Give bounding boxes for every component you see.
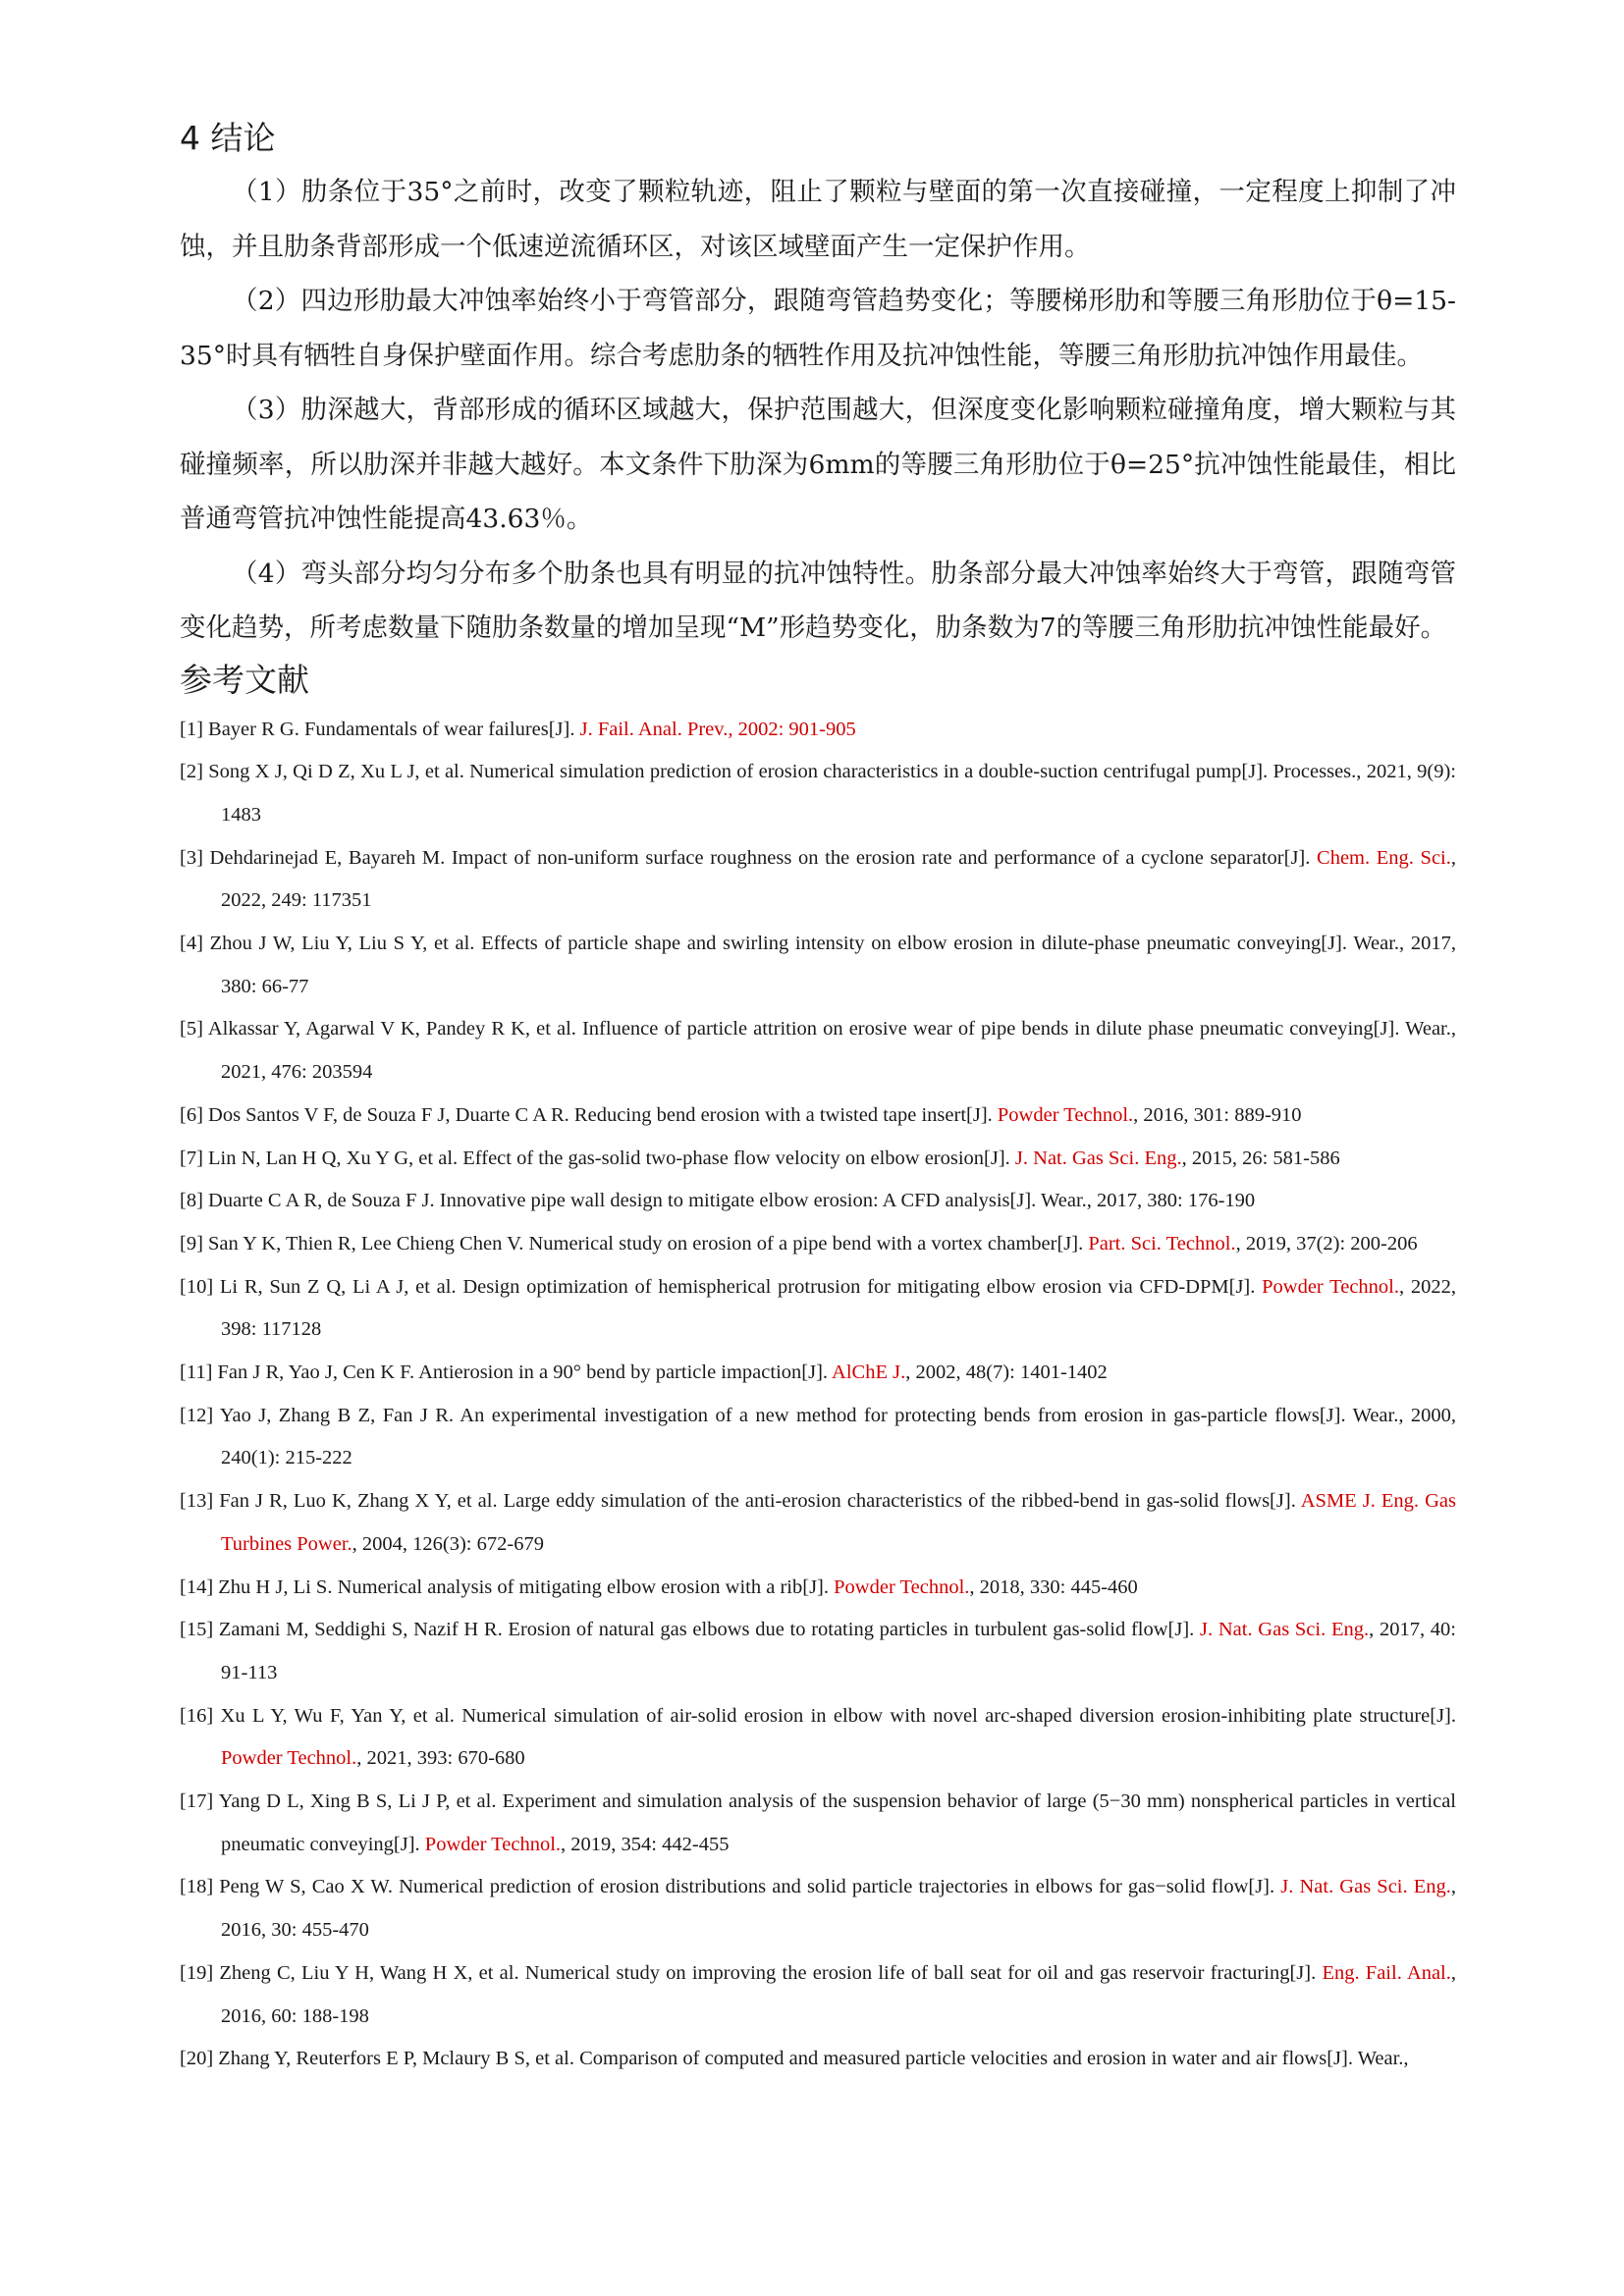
reference-item: [3] Dehdarinejad E, Bayareh M. Impact of non-uniform surface roughness on the erosion rate and performance of a cyclone separator[J]. Chem. Eng. Sci., 2022, 249: 117351	[180, 846, 1457, 912]
journal-name: Powder Technol.	[1262, 1275, 1399, 1298]
reference-item: [16] Xu L Y, Wu F, Yan Y, et al. Numerical simulation of air-solid erosion in elbow with novel arc-shaped diversion erosion-inhibiting plate structure[J]. Powder Technol., 2021, 393: 670-680	[180, 1704, 1456, 1770]
journal-name: ASME J. Eng. Gas Turbines Power.	[221, 1490, 1456, 1555]
conclusion-paragraph-3: （3）肋深越大，背部形成的循环区域越大，保护范围越大，但深度变化影响颗粒碰撞角度，增大颗粒与其碰撞频率，所以肋深并非越大越好。本文条件下肋深为6mm的等腰三角形肋位于θ=25°抗冲蚀性能最佳，相比普通弯管抗冲蚀性能提高43.63％。	[180, 395, 1456, 534]
reference-item: [20] Zhang Y, Reuterfors E P, Mclaury B S, et al. Comparison of computed and measured particle velocities and erosion in water and air flows[J]. Wear.,	[180, 2048, 1409, 2070]
journal-name: Powder Technol.	[221, 1747, 357, 1770]
reference-item: [18] Peng W S, Cao X W. Numerical prediction of erosion distributions and solid particle trajectories in elbows for gas−solid flow[J]. J. Nat. Gas Sci. Eng., 2016, 30: 455-470	[180, 1876, 1456, 1942]
journal-name: AlChE J.	[832, 1362, 906, 1384]
reference-list	[180, 709, 1456, 2082]
conclusion-heading: 4 结论	[180, 119, 276, 157]
journal-name: J. Nat. Gas Sci. Eng.	[1280, 1876, 1451, 1898]
conclusion-paragraph-4: （4）弯头部分均匀分布多个肋条也具有明显的抗冲蚀特性。肋条部分最大冲蚀率始终大于弯管，跟随弯管变化趋势，所考虑数量下随肋条数量的增加呈现“M”形趋势变化，肋条数为7的等腰三角形肋抗冲蚀性能最好。	[180, 558, 1456, 643]
journal-name: J. Fail. Anal. Prev., 2002: 901-905	[579, 718, 856, 740]
reference-item: [7] Lin N, Lan H Q, Xu Y G, et al. Effect of the gas-solid two-phase flow velocity on elbow erosion[J]. J. Nat. Gas Sci. Eng., 2015, 26: 581-586	[180, 1147, 1340, 1169]
journal-name: Chem. Eng. Sci.	[1317, 846, 1451, 869]
reference-item: [19] Zheng C, Liu Y H, Wang H X, et al. Numerical study on improving the erosion life of ball seat for oil and gas reservoir fracturing[J]. Eng. Fail. Anal., 2016, 60: 188-198	[180, 1961, 1457, 2027]
reference-item: [17] Yang D L, Xing B S, Li J P, et al. Experiment and simulation analysis of the suspension behavior of large (5−30 mm) nonspherical particles in vertical pneumatic conveying[J]. Powder Technol., 2019, 354: 442-455	[180, 1790, 1456, 1855]
reference-item: [14] Zhu H J, Li S. Numerical analysis of mitigating elbow erosion with a rib[J]. Powder Technol., 2018, 330: 445-460	[180, 1575, 1138, 1598]
journal-name: Powder Technol.	[424, 1833, 562, 1855]
reference-item: [8] Duarte C A R, de Souza F J. Innovative pipe wall design to mitigate elbow erosion: A CFD analysis[J]. Wear., 2017, 380: 176-190	[180, 1190, 1256, 1212]
journal-name: J. Nat. Gas Sci. Eng.	[1014, 1147, 1182, 1169]
journal-name: Powder Technol.	[834, 1575, 970, 1598]
paper-page	[180, 116, 1456, 2081]
journal-name: Part. Sci. Technol.	[1088, 1232, 1236, 1255]
reference-item: [13] Fan J R, Luo K, Zhang X Y, et al. Large eddy simulation of the anti-erosion characteristics of the ribbed-bend in gas-solid flows[J]. ASME J. Eng. Gas Turbines Power., 2004, 126(3): 672-679	[180, 1490, 1456, 1555]
references-heading: 参考文献	[180, 660, 309, 699]
journal-name: Eng. Fail. Anal.	[1322, 1961, 1451, 1984]
reference-item: [12] Yao J, Zhang B Z, Fan J R. An experimental investigation of a new method for protecting bends from erosion in gas-particle flows[J]. Wear., 2000, 240(1): 215-222	[180, 1404, 1456, 1469]
reference-item: [1] Bayer R G. Fundamentals of wear failures[J]. J. Fail. Anal. Prev., 2002: 901-905	[180, 718, 856, 740]
reference-item: [10] Li R, Sun Z Q, Li A J, et al. Design optimization of hemispherical protrusion for mitigating elbow erosion via CFD-DPM[J]. Powder Technol., 2022, 398: 117128	[180, 1275, 1456, 1341]
reference-item: [11] Fan J R, Yao J, Cen K F. Antierosion in a 90° bend by particle impaction[J]. AlChE J., 2002, 48(7): 1401-1402	[180, 1362, 1108, 1384]
reference-item: [6] Dos Santos V F, de Souza F J, Duarte C A R. Reducing bend erosion with a twisted tape insert[J]. Powder Technol., 2016, 301: 889-910	[180, 1103, 1302, 1126]
reference-item: [5] Alkassar Y, Agarwal V K, Pandey R K, et al. Influence of particle attrition on erosive wear of pipe bends in dilute phase pneumatic conveying[J]. Wear., 2021, 476: 203594	[180, 1018, 1456, 1084]
reference-item: [15] Zamani M, Seddighi S, Nazif H R. Erosion of natural gas elbows due to rotating particles in turbulent gas-solid flow[J]. J. Nat. Gas Sci. Eng., 2017, 40: 91-113	[180, 1619, 1456, 1683]
reference-item: [2] Song X J, Qi D Z, Xu L J, et al. Numerical simulation prediction of erosion characteristics in a double-suction centrifugal pump[J]. Processes., 2021, 9(9): 1483	[180, 761, 1456, 826]
conclusion-paragraph-1: （1）肋条位于35°之前时，改变了颗粒轨迹，阻止了颗粒与壁面的第一次直接碰撞，一定程度上抑制了冲蚀，并且肋条背部形成一个低速逆流循环区，对该区域壁面产生一定保护作用。	[180, 177, 1456, 262]
journal-name: Powder Technol.	[997, 1103, 1134, 1126]
reference-item: [9] San Y K, Thien R, Lee Chieng Chen V. Numerical study on erosion of a pipe bend with a vortex chamber[J]. Part. Sci. Technol., 2019, 37(2): 200-206	[180, 1232, 1418, 1255]
journal-name: J. Nat. Gas Sci. Eng.	[1200, 1619, 1370, 1641]
reference-item: [4] Zhou J W, Liu Y, Liu S Y, et al. Effects of particle shape and swirling intensity on elbow erosion in dilute-phase pneumatic conveying[J]. Wear., 2017, 380: 66-77	[180, 933, 1456, 997]
conclusion-paragraph-2: （2）四边形肋最大冲蚀率始终小于弯管部分，跟随弯管趋势变化；等腰梯形肋和等腰三角形肋位于θ=15-35°时具有牺牲自身保护壁面作用。综合考虑肋条的牺牲作用及抗冲蚀性能，等腰三角形肋抗冲蚀作用最佳。	[180, 286, 1456, 371]
